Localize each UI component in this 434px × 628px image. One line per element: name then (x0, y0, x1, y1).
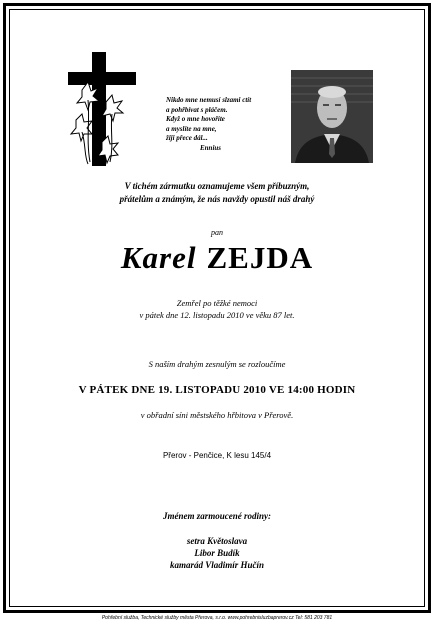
death-info (20, 297, 414, 321)
farewell-text: S naším drahým zesnulým se rozloučíme (148, 359, 286, 369)
mourner: kamarád Vladimír Hučín (169, 560, 265, 570)
mourner: setra Květoslava (186, 536, 248, 546)
quote-author: Ennius (200, 143, 222, 152)
quote-line: Nikdo mne nemusí slzami ctít (166, 96, 252, 104)
footer-credit: Pohřební služba, Technické služby města Přerova, s.r.o. www.pohrebnisluzbaprerov.cz Tel: 581 203 781 (101, 615, 333, 621)
quote-line: a pohřbívat s pláčem. (166, 105, 228, 114)
deceased-name (20, 240, 414, 276)
quote-line: Když o mne hovoříte (166, 115, 225, 123)
quote-line: žiji přece dál... (166, 134, 208, 142)
intro-line: V tichém zármutku oznamujeme všem příbuzným, (124, 181, 310, 191)
cross-with-lilies-icon (62, 50, 142, 168)
funeral-place: v obřadní síni městského hřbitova v Přerově. (140, 410, 294, 420)
deceased-portrait (291, 70, 373, 163)
death-line: Zemřel po těžké nemoci (176, 298, 258, 308)
family-heading: Jménem zarmoucené rodiny: (163, 511, 271, 521)
intro-text (20, 180, 414, 206)
family-address: Přerov - Penčice, K lesu 145/4 (162, 451, 272, 460)
honorific: pan (211, 228, 223, 237)
memorial-quote (166, 96, 286, 153)
last-name: ZEJDA (206, 240, 314, 275)
death-line: v pátek dne 12. listopadu 2010 ve věku 87 let. (139, 310, 295, 320)
funeral-date: V PÁTEK DNE 19. LISTOPADU 2010 VE 14:00 HODIN (78, 384, 356, 396)
first-name: Karel (120, 240, 197, 275)
quote-line: a myslíte na mne, (166, 124, 217, 133)
mourners-list (20, 535, 414, 571)
mourner: Libor Budík (194, 548, 240, 558)
intro-line: přátelům a známým, že nás navždy opustil náš drahý (119, 194, 315, 204)
